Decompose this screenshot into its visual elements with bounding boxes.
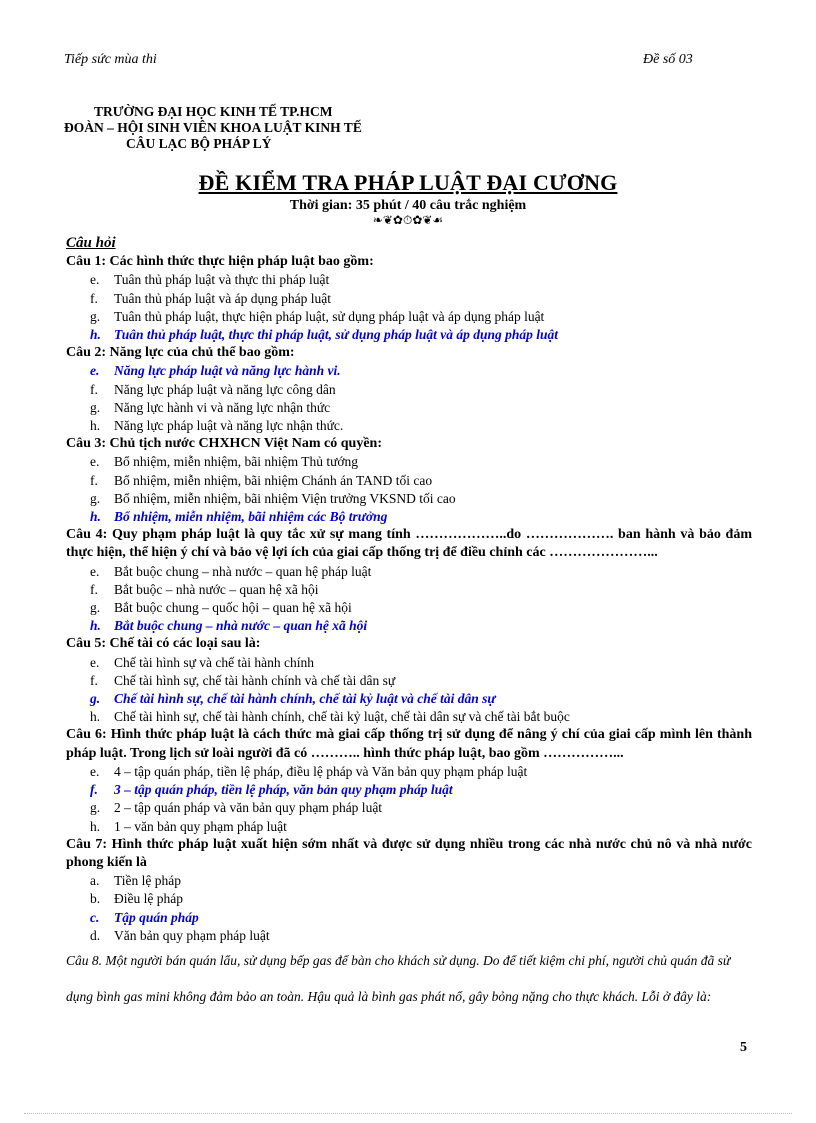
- option-letter: h.: [90, 818, 101, 834]
- ornament-divider-icon: ❧❦✿⏱✿❦☙: [372, 213, 444, 227]
- answer-option: [66, 362, 752, 380]
- option-text: Bắt buộc – nhà nước – quan hệ xã hội: [114, 581, 319, 597]
- option-text: 3 – tập quán pháp, tiền lệ pháp, văn bản quy phạm pháp luật: [114, 782, 453, 798]
- option: [66, 599, 752, 617]
- option-text: Năng lực pháp luật và năng lực công dân: [114, 381, 336, 397]
- option-text: Chế tài hình sự và chế tài hành chính: [114, 654, 315, 670]
- answer-option: [66, 909, 752, 927]
- option-letter: h.: [90, 618, 101, 634]
- option: [66, 799, 752, 817]
- option-letter: g.: [90, 691, 101, 707]
- questions-body: [66, 234, 752, 1015]
- option: [66, 381, 752, 399]
- option: [66, 763, 752, 781]
- option-letter: e.: [90, 272, 100, 288]
- option: [66, 872, 752, 890]
- answer-option: [66, 508, 752, 526]
- question-3: Câu 3: Chủ tịch nước CHXHCN Việt Nam có quyền:: [66, 436, 382, 452]
- option-text: Bổ nhiệm, miễn nhiệm, bãi nhiệm Thủ tướng: [114, 454, 359, 470]
- option-letter: e.: [90, 763, 100, 779]
- org-line-university: TRƯỜNG ĐẠI HỌC KINH TẾ TP.HCM: [94, 104, 333, 119]
- option-text: Tuân thủ pháp luật và áp dụng pháp luật: [114, 290, 331, 306]
- option-text: Tuân thủ pháp luật, thực thi pháp luật, sử dụng pháp luật và áp dụng pháp luật: [114, 327, 559, 343]
- option-letter: b.: [90, 891, 101, 907]
- option-letter: g.: [90, 399, 101, 415]
- answer-option: [66, 690, 752, 708]
- option-text: Tuân thủ pháp luật, thực hiện pháp luật, sử dụng pháp luật và áp dụng pháp luật: [114, 308, 545, 324]
- option-text: Bắt buộc chung – quốc hội – quan hệ xã hội: [114, 600, 352, 616]
- option-letter: a.: [90, 873, 100, 889]
- option-letter: f.: [90, 472, 98, 488]
- option-letter: e.: [90, 454, 100, 470]
- exam-title: ĐỀ KIỂM TRA PHÁP LUẬT ĐẠI CƯƠNG: [198, 170, 618, 195]
- option-text: Bổ nhiệm, miễn nhiệm, bãi nhiệm Chánh án TAND tối cao: [114, 472, 433, 488]
- option-letter: g.: [90, 490, 101, 506]
- option: [66, 417, 752, 435]
- answer-option: [66, 781, 752, 799]
- org-line-union: ĐOÀN – HỘI SINH VIÊN KHOA LUẬT KINH TẾ: [64, 120, 362, 135]
- option: [66, 399, 752, 417]
- answer-option: [66, 326, 752, 344]
- option-text: Chế tài hình sự, chế tài hành chính, chế tài kỷ luật và chế tài dân sự: [114, 691, 496, 707]
- org-line-club: CÂU LẠC BỘ PHÁP LÝ: [126, 136, 272, 151]
- option-letter: h.: [90, 509, 101, 525]
- option: [66, 308, 752, 326]
- option-text: Điều lệ pháp: [114, 891, 183, 907]
- option: [66, 890, 752, 908]
- option-text: 1 – văn bản quy phạm pháp luật: [114, 818, 287, 834]
- option-text: Bổ nhiệm, miễn nhiệm, bãi nhiệm Viện trưởng VKSND tối cao: [114, 490, 456, 506]
- option-letter: e.: [90, 563, 100, 579]
- footer-divider: [24, 1113, 792, 1114]
- option-text: Chế tài hình sự, chế tài hành chính và chế tài dân sự: [114, 672, 396, 688]
- option-text: Bắt buộc chung – nhà nước – quan hệ pháp luật: [114, 563, 372, 579]
- option: [66, 453, 752, 471]
- option-text: Bổ nhiệm, miễn nhiệm, bãi nhiệm các Bộ trưởng: [114, 509, 388, 525]
- option-letter: e.: [90, 363, 100, 379]
- option: [66, 472, 752, 490]
- option-text: Năng lực pháp luật và năng lực nhận thức.: [114, 418, 344, 434]
- option-letter: g.: [90, 800, 101, 816]
- option: [66, 581, 752, 599]
- option-text: Năng lực hành vi và năng lực nhận thức: [114, 399, 331, 415]
- option: [66, 490, 752, 508]
- organization-block: [64, 104, 362, 152]
- option: [66, 654, 752, 672]
- exam-duration: Thời gian: 35 phút / 40 câu trắc nghiệm: [289, 198, 527, 213]
- question-4: Câu 4: Quy phạm pháp luật là quy tắc xử sự mang tính ………………..do ………………. ban hành và bảo đảm thực hiện, thể hiện ý chí và bảo vệ lợi ích của giai cấp thống trị để điều chỉnh các …………………...: [66, 527, 752, 561]
- option-text: Tiền lệ pháp: [114, 873, 181, 889]
- option: [66, 290, 752, 308]
- question-2: Câu 2: Năng lực của chủ thể bao gồm:: [66, 345, 295, 361]
- option: [66, 271, 752, 289]
- question-1: Câu 1: Các hình thức thực hiện pháp luật bao gồm:: [66, 254, 374, 270]
- option-text: Văn bản quy phạm pháp luật: [114, 927, 270, 943]
- option: [66, 818, 752, 836]
- option-text: 4 – tập quán pháp, tiền lệ pháp, điều lệ pháp và Văn bản quy phạm pháp luật: [114, 763, 528, 779]
- question-5: Câu 5: Chế tài có các loại sau là:: [66, 636, 261, 652]
- question-8: Câu 8. Một người bán quán lẩu, sử dụng bếp gas để bàn cho khách sử dụng. Do để tiết kiệm chi phí, người chủ quán đã sử dụng bình gas mini không đảm bảo an toàn. Hậu quả là bình gas phát nổ, gây bỏng nặng cho thực khách. Lỗi ở đây là:: [66, 952, 731, 1004]
- option-text: Năng lực pháp luật và năng lực hành vi.: [114, 363, 341, 379]
- question-6: Câu 6: Hình thức pháp luật là cách thức mà giai cấp thống trị sử dụng để nâng ý chí của giai cấp mình lên thành pháp luật. Trong lịch sử loài người đã có ……….. hình thức pháp luật, bao gồm ……………...: [66, 727, 752, 761]
- option-letter: d.: [90, 927, 101, 943]
- option-letter: c.: [90, 909, 100, 925]
- option-text: Chế tài hình sự, chế tài hành chính, chế tài kỷ luật, chế tài dân sự và chế tài bắt buộc: [114, 709, 570, 725]
- option-letter: f.: [90, 290, 98, 306]
- option-letter: f.: [90, 782, 98, 798]
- option-letter: h.: [90, 327, 101, 343]
- option-text: Tuân thủ pháp luật và thực thi pháp luật: [114, 272, 330, 288]
- answer-option: [66, 617, 752, 635]
- option-letter: g.: [90, 600, 101, 616]
- option-letter: f.: [90, 381, 98, 397]
- page-number: 5: [740, 1040, 747, 1055]
- option-letter: h.: [90, 418, 101, 434]
- option-text: Tập quán pháp: [114, 909, 199, 925]
- option-text: Bắt buộc chung – nhà nước – quan hệ xã hội: [114, 618, 368, 634]
- option: [66, 708, 752, 726]
- option: [66, 563, 752, 581]
- option: [66, 927, 752, 945]
- option-letter: g.: [90, 308, 101, 324]
- option-letter: f.: [90, 581, 98, 597]
- option-letter: h.: [90, 709, 101, 725]
- header-left: Tiếp sức mùa thi: [64, 52, 157, 67]
- section-label: Câu hỏi: [66, 235, 116, 251]
- option: [66, 672, 752, 690]
- option-text: 2 – tập quán pháp và văn bản quy phạm pháp luật: [114, 800, 383, 816]
- option-letter: f.: [90, 672, 98, 688]
- header-right: Đề số 03: [643, 52, 693, 67]
- option-letter: e.: [90, 654, 100, 670]
- question-7: Câu 7: Hình thức pháp luật xuất hiện sớm nhất và được sử dụng nhiều trong các nhà nước chủ nô và nhà nước phong kiến là: [66, 836, 752, 870]
